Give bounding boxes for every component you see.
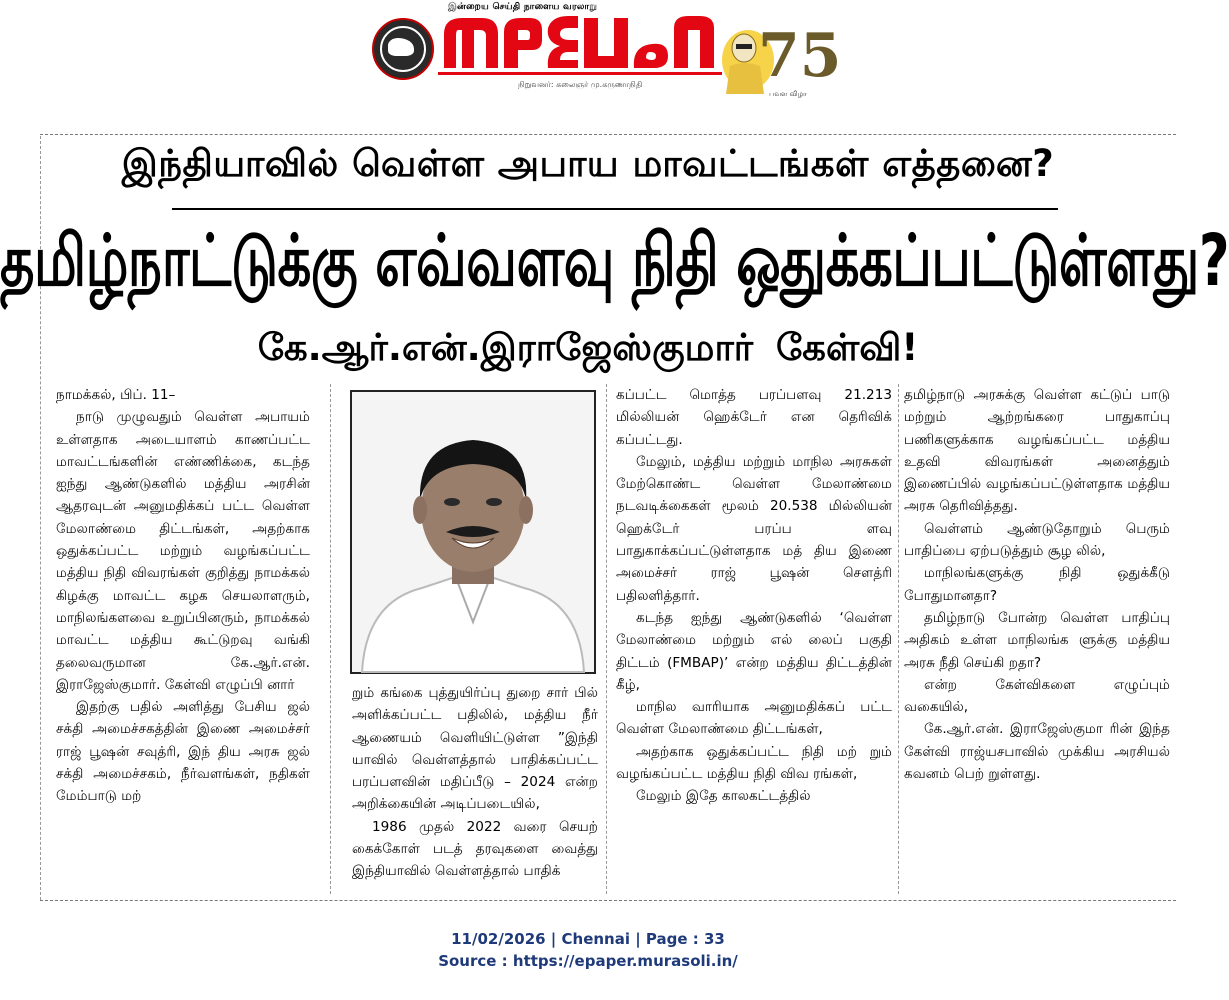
paragraph: என்ற கேள்விகளை எழுப்பும் வகையில்,	[904, 676, 1170, 716]
article-headline: தமிழ்நாட்டுக்கு எவ்வளவு நிதி ஒதுக்கப்பட்டுள்ளது?	[0, 220, 1229, 303]
footer-source-link[interactable]: Source : https://epaper.murasoli.in/	[438, 952, 738, 970]
paragraph: நாடு முழுவதும் வெள்ள அபாயம் உள்ளதாக அடையாளம் காணப்பட்ட மாவட்டங்களின் எண்ணிக்கை, கடந்த ஐந்து ஆண்டுகளில் மத்திய அரசின் ஆதரவுடன் அனுமதிக்கப் பட்ட வெள்ள மேலாண்மை திட்டங்கள், அதற்காக ஒதுக்கப்பட்ட மற்றும் வழங்கப்பட்ட மத்திய நிதி விவரங்கள் குறித்து நாமக்கல் கிழக்கு மாவட்ட கழக செயலாளரும், மாநிலங்களவை உறுப்பினரும், நாமக்கல் மாவட்ட மத்திய கூட்டுறவு வங்கி தலைவருமான கே.ஆர்.என். இராஜேஸ்குமார். கேள்வி எழுப்பி னார்	[56, 409, 310, 693]
person-portrait-icon	[352, 392, 594, 672]
column-divider	[898, 384, 899, 894]
paragraph: றும் கங்கை புத்துயிர்ப்பு துறை சார் பில் அளிக்கப்பட்ட பதிலில், மத்திய நீர் ஆணையம் வெளியிட்டுள்ள ”இந்தி யாவில் வெள்ளத்தால் பாதிக்கப்பட்ட பரப்பளவின் மதிப்பீடு – 2024 என்ற அறிக்கையின் அடிப்படையில்,	[352, 685, 598, 813]
portrait-photo	[350, 390, 596, 674]
article-column-1	[56, 384, 310, 808]
anniversary-label: பவள விழா	[769, 90, 807, 98]
paragraph: மேலும் இதே காலகட்டத்தில்	[636, 788, 811, 805]
page-footer	[0, 928, 1176, 972]
article-column-2	[352, 682, 598, 883]
article-column-3	[616, 384, 892, 808]
article-kicker: இந்தியாவில் வெள்ள அபாய மாவட்டங்கள் எத்தனை?	[121, 142, 1055, 185]
paragraph: கப்பட்ட மொத்த பரப்பளவு 21.213 மில்லியன் ஹெக்டேர் என தெரிவிக் கப்பட்டது.	[616, 387, 892, 448]
masthead-tagline: இன்றைய செய்தி நாளைய வரலாறு	[448, 2, 598, 12]
masthead-founder-line: நிறுவனர்: கலைஞர் மு.கருணாநிதி	[518, 80, 643, 89]
paragraph: கே.ஆர்.என். இராஜேஸ்குமா ரின் இந்த கேள்வி ராஜ்யசபாவில் முக்கிய அரசியல் கவனம் பெற் றுள்ளது.	[904, 721, 1170, 783]
paragraph: இதற்கு பதில் அளித்து பேசிய ஜல் சக்தி அமைச்சகத்தின் இணை அமைச்சர் ராஜ் பூஷன் சவுத்ரி, இந் திய அரசு ஜல் சக்தி அமைச்சகம், நீர்வளங்கள், நதிகள் மேம்பாடு மற்	[56, 699, 310, 805]
paragraph: 1986 முதல் 2022 வரை செயற் கைக்கோள் படத் தரவுகளை வைத்து இந்தியாவில் வெள்ளத்தால் பாதிக்	[352, 818, 598, 880]
anniversary-number: 75	[758, 21, 842, 91]
paragraph: தமிழ்நாடு அரசுக்கு வெள்ள கட்டுப் பாடு மற்றும் ஆற்றங்கரை பாதுகாப்பு பணிகளுக்காக வழங்கப்பட்ட மத்திய உதவி விவரங்கள் அனைத்தும் இணைப்பில் வழங்கப்பட்டுள்ளதாக மத்திய அரசு தெரிவித்தது.	[904, 387, 1170, 515]
paragraph: மேலும், மத்திய மற்றும் மாநில அரசுகள் மேற்கொண்ட வெள்ள மேலாண்மை நடவடிக்கைகள் மூலம் 20.538 மில்லியன் ஹெக்டேர் பரப்ப ளவு பாதுகாக்கப்பட்டுள்ளதாக மத் திய இணை அமைச்சர் ராஜ் பூஷன் சௌத்ரி பதிலளித்தார்.	[616, 453, 892, 604]
column-divider	[606, 384, 607, 894]
kicker-underline	[172, 208, 1058, 210]
paragraph: மாநில வாரியாக அனுமதிக்கப் பட்ட வெள்ள மேலாண்மை திட்டங்கள்,	[616, 699, 892, 738]
dateline: நாமக்கல், பிப். 11–	[56, 387, 176, 403]
paragraph: மாநிலங்களுக்கு நிதி ஒதுக்கீடு போதுமானதா?	[904, 565, 1170, 604]
column-divider	[330, 384, 331, 894]
bottom-separator	[40, 900, 1176, 901]
anniversary-75-emblem	[708, 4, 842, 102]
footer-date-line: 11/02/2026 | Chennai | Page : 33	[451, 930, 725, 948]
article-subheadline: கே.ஆர்.என்.இராஜேஸ்குமார் கேள்வி!	[257, 326, 919, 369]
article-column-4	[904, 384, 1170, 785]
paragraph: தமிழ்நாடு போன்ற வெள்ள பாதிப்பு அதிகம் உள்ள மாநிலங்க ளுக்கு மத்திய அரசு நீதி செய்கி றதா?	[904, 609, 1170, 671]
paragraph: வெள்ளம் ஆண்டுதோறும் பெரும் பாதிப்பை ஏற்படுத்தும் சூழ லில்,	[904, 520, 1170, 560]
top-separator	[40, 134, 1176, 135]
bull-seal-icon	[372, 18, 434, 80]
paragraph: கடந்த ஐந்து ஆண்டுகளில் ‘வெள்ள மேலாண்மை மற்றும் எல் லைப் பகுதி திட்டம் (FMBAP)’ என்ற மத்திய திட்டத்தின் கீழ்,	[616, 609, 892, 693]
masthead-logo	[438, 6, 722, 82]
paragraph: அதற்காக ஒதுக்கப்பட்ட நிதி மற் றும் வழங்கப்பட்ட மத்திய நிதி விவ ரங்கள்,	[616, 743, 892, 783]
